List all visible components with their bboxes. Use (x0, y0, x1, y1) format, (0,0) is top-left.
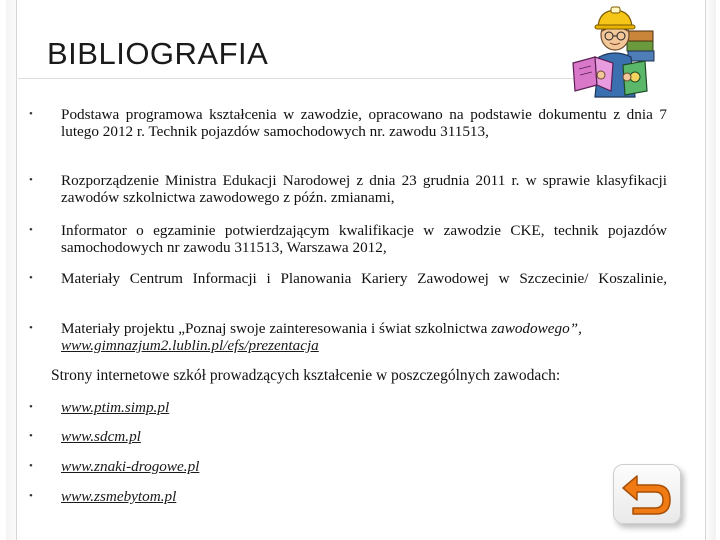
bullet-icon: • (29, 460, 33, 472)
bibliography-text-italic: zawodowego”, (491, 320, 582, 337)
bibliography-text: Podstawa programowa kształcenia w zawodzie, opracowano na podstawie dokumentu z dnia 7 lutego 2012 r. Technik pojazdów samochodowych nr. zawodu 311513, (61, 106, 667, 140)
worker-with-books-icon (565, 5, 665, 100)
sites-heading: Strony internetowe szkół prowadzących kształcenie w poszczególnych zawodach: (51, 367, 561, 384)
bibliography-text: Materiały Centrum Informacji i Planowania Kariery Zawodowej w Szczecinie/ Koszalinie, (61, 270, 667, 287)
title-divider (18, 78, 578, 79)
bullet-icon: • (29, 490, 33, 502)
site-link[interactable]: www.znaki-drogowe.pl (61, 458, 200, 475)
site-item-4 (29, 488, 177, 505)
bullet-icon: • (29, 430, 33, 442)
site-link[interactable]: www.sdcm.pl (61, 428, 141, 445)
bullet-icon: • (29, 174, 33, 186)
bibliography-item-2 (29, 172, 667, 206)
bullet-icon: • (29, 322, 33, 334)
site-link[interactable]: www.zsmebytom.pl (61, 488, 177, 505)
return-arrow-icon (619, 470, 673, 516)
slide-frame-right (705, 0, 716, 540)
bibliography-text: Rozporządzenie Ministra Edukacji Narodowej z dnia 23 grudnia 2011 r. w sprawie klasyfikacji zawodów szkolnictwa zawodowego z późn. zmianami, (61, 172, 667, 206)
site-item-3 (29, 458, 200, 475)
bullet-icon: • (29, 108, 33, 120)
return-button[interactable] (613, 464, 685, 528)
bibliography-item-3 (29, 222, 667, 256)
bullet-icon: • (29, 224, 33, 236)
bibliography-text: Informator o egzaminie potwierdzającym kwalifikacje w zawodzie CKE, technik pojazdów samochodowych nr zawodu 311513, Warszawa 2012, (61, 222, 667, 256)
bullet-icon: • (29, 272, 33, 284)
bibliography-text: Materiały projektu „Poznaj swoje zainteresowania i świat szkolnictwa (61, 320, 492, 337)
bibliography-item-1 (29, 106, 667, 140)
site-link[interactable]: www.ptim.simp.pl (61, 399, 170, 416)
slide-title: BIBLIOGRAFIA (47, 36, 269, 71)
site-item-2 (29, 428, 141, 445)
site-item-1 (29, 399, 170, 416)
bullet-icon: • (29, 401, 33, 413)
bibliography-item-5 (29, 320, 667, 354)
bibliography-item-4 (29, 270, 667, 287)
slide-frame-left (6, 0, 17, 540)
project-link[interactable]: www.gimnazjum2.lublin.pl/efs/prezentacja (61, 337, 319, 354)
